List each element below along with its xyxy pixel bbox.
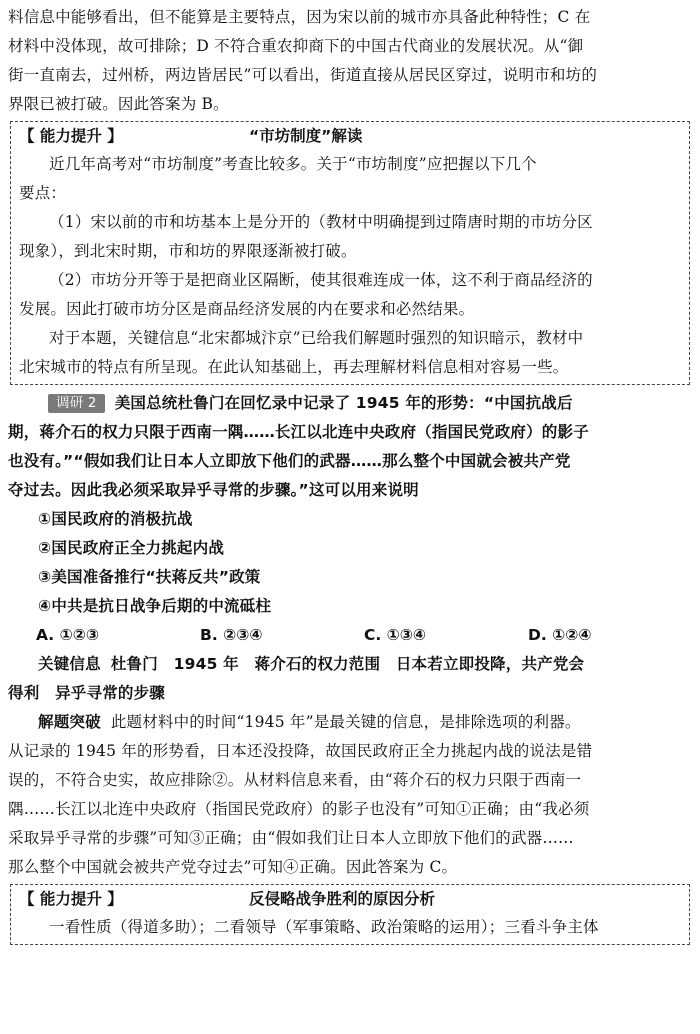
question-tag: 调研 2	[48, 394, 105, 413]
solution-line: 采取异乎寻常的步骤”可知③正确；由“假如我们让日本人立即放下他们的武器……	[8, 829, 574, 847]
solution-block	[8, 708, 692, 882]
solution-line: 那么整个中国就会被共产党夺过去”可知④正确。因此答案为 C。	[8, 858, 458, 876]
option-c[interactable]: C. ①③④	[364, 626, 427, 644]
question-line: 期，蒋介石的权力只限于西南一隅……长江以北连中央政府（指国民党政府）的影子	[8, 423, 589, 441]
box-header	[19, 885, 681, 913]
solution-line: 隅……长江以北连中央政府（指国民党政府）的影子也没有”可知①正确；由“我必须	[8, 800, 590, 818]
box-line: 北宋城市的特点有所呈现。在此认知基础上，再去理解材料信息相对容易一些。	[19, 358, 569, 376]
question-item: ③美国准备推行“扶蒋反共”政策	[38, 568, 261, 586]
option-b[interactable]: B. ②③④	[200, 626, 263, 644]
top-paragraph	[8, 0, 692, 119]
option-d[interactable]: D. ①②④	[528, 626, 592, 644]
paragraph-line: 街一直南去，过州桥，两边皆居民”可以看出，街道直接从居民区穿过，说明市和坊的	[8, 66, 598, 84]
paragraph-line: 料信息中能够看出，但不能算是主要特点，因为宋以前的城市亦具备此种特性；C 在	[8, 8, 591, 26]
box-line: 现象），到北宋时期，市和坊的界限逐渐被打破。	[19, 242, 357, 260]
box-label: 【 能力提升 】	[19, 890, 123, 908]
box-header	[19, 122, 681, 150]
ability-box-market-system	[10, 121, 690, 385]
answer-options	[8, 621, 692, 650]
box-line: 发展。因此打破市坊分区是商品经济发展的内在要求和必然结果。	[19, 300, 475, 318]
key-info-label: 关键信息	[38, 655, 101, 673]
question-line: 也没有。”“假如我们让日本人立即放下他们的武器……那么整个中国就会被共产党	[8, 452, 571, 470]
box-label: 【 能力提升 】	[19, 127, 123, 145]
box-line: 近几年高考对“市坊制度”考查比较多。关于“市坊制度”应把握以下几个	[49, 155, 537, 173]
box-line: 对于本题，关键信息“北宋都城汴京”已给我们解题时强烈的知识暗示，教材中	[49, 329, 584, 347]
box-line: 一看性质（得道多助）；二看领导（军事策略、政治策略的运用）；三看斗争主体	[49, 918, 599, 936]
box-title: “市坊制度”解读	[249, 127, 363, 145]
key-info-line: 得利 异乎寻常的步骤	[8, 684, 166, 702]
solution-line: 误的，不符合史实，故应排除②。从材料信息来看，由“蒋介石的权力只限于西南一	[8, 771, 582, 789]
solution-first-line: 解题突破 此题材料中的时间“1945 年”是最关键的信息，是排除选项的利器。	[38, 713, 581, 731]
key-info-line: 关键信息 杜鲁门 1945 年 蒋介石的权力范围 日本若立即投降，共产党会	[38, 655, 585, 673]
question-item: ②国民政府正全力挑起内战	[38, 539, 225, 557]
paragraph-line: 界限已被打破。因此答案为 B。	[8, 95, 229, 113]
question-line: 夺过去。因此我必须采取异乎寻常的步骤。”这可以用来说明	[8, 481, 419, 499]
ability-box-war-analysis	[10, 884, 690, 945]
key-info-block	[8, 650, 692, 708]
question-item: ④中共是抗日战争后期的中流砥柱	[38, 597, 272, 615]
box-title: 反侵略战争胜利的原因分析	[249, 890, 436, 908]
box-line: （1）宋以前的市和坊基本上是分开的（教材中明确提到过隋唐时期的市坊分区	[49, 213, 593, 231]
box-line: （2）市坊分开等于是把商业区隔断，使其很难连成一体，这不利于商品经济的	[49, 271, 593, 289]
solution-line: 从记录的 1945 年的形势看，日本还没投降，故国民政府正全力挑起内战的说法是错	[8, 742, 593, 760]
option-a[interactable]: A. ①②③	[36, 626, 99, 644]
question-block	[8, 389, 692, 650]
box-line: 要点：	[19, 184, 67, 202]
paragraph-line: 材料中没体现，故可排除；D 不符合重农抑商下的中国古代商业的发展状况。从“御	[8, 37, 584, 55]
question-stem-first: 调研 2 美国总统杜鲁门在回忆录中记录了 1945 年的形势：“中国抗战后	[8, 389, 692, 418]
question-item: ①国民政府的消极抗战	[38, 510, 193, 528]
solution-label: 解题突破	[38, 713, 101, 731]
